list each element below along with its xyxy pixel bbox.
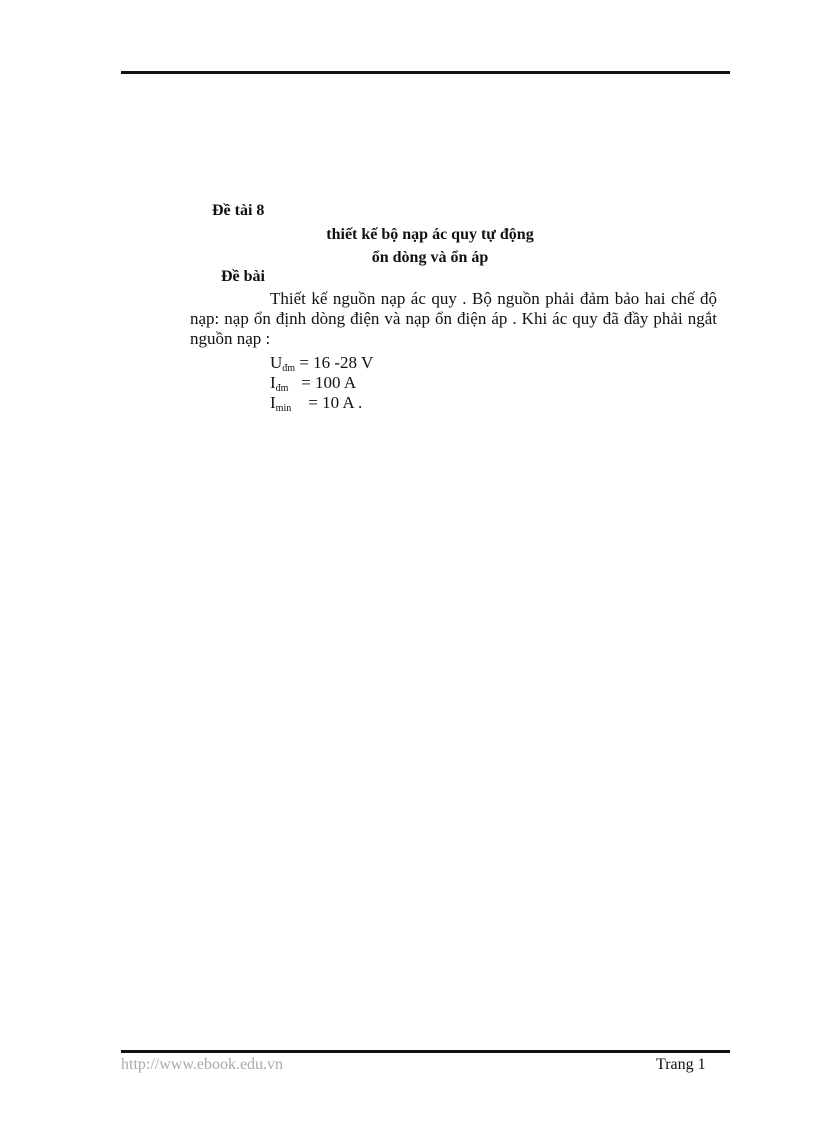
section-heading: Đề bài [221, 268, 265, 285]
title-line-1: thiết kế bộ nạp ác quy tự động [326, 226, 534, 243]
spec-value: = 16 -28 V [299, 353, 374, 372]
problem-paragraph: Thiết kế nguồn nạp ác quy . Bộ nguồn phải đảm bảo hai chế độ nạp: nạp ổn định dòng điện và nạp ổn điện áp . Khi ác quy đã đầy phải ngắt nguồn nạp : [190, 289, 717, 348]
spec-symbol: I [270, 373, 276, 392]
footer-rule [121, 1050, 730, 1053]
title-line-2: ổn dòng và ổn áp [371, 249, 489, 266]
spec-min-current [270, 393, 362, 419]
spec-subscript: đm [275, 383, 289, 394]
spec-symbol: U [270, 353, 283, 372]
header-rule [121, 71, 730, 74]
spec-value: = 10 A . [295, 393, 363, 412]
spec-subscript: đm [282, 363, 296, 374]
spec-value: = 100 A [292, 373, 357, 392]
footer-url-link[interactable]: http://www.ebook.edu.vn [121, 1056, 284, 1073]
spec-subscript: min [275, 403, 292, 414]
topic-number: Đề tài 8 [212, 202, 265, 219]
spec-symbol: I [270, 393, 276, 412]
page-number: Trang 1 [656, 1056, 706, 1073]
